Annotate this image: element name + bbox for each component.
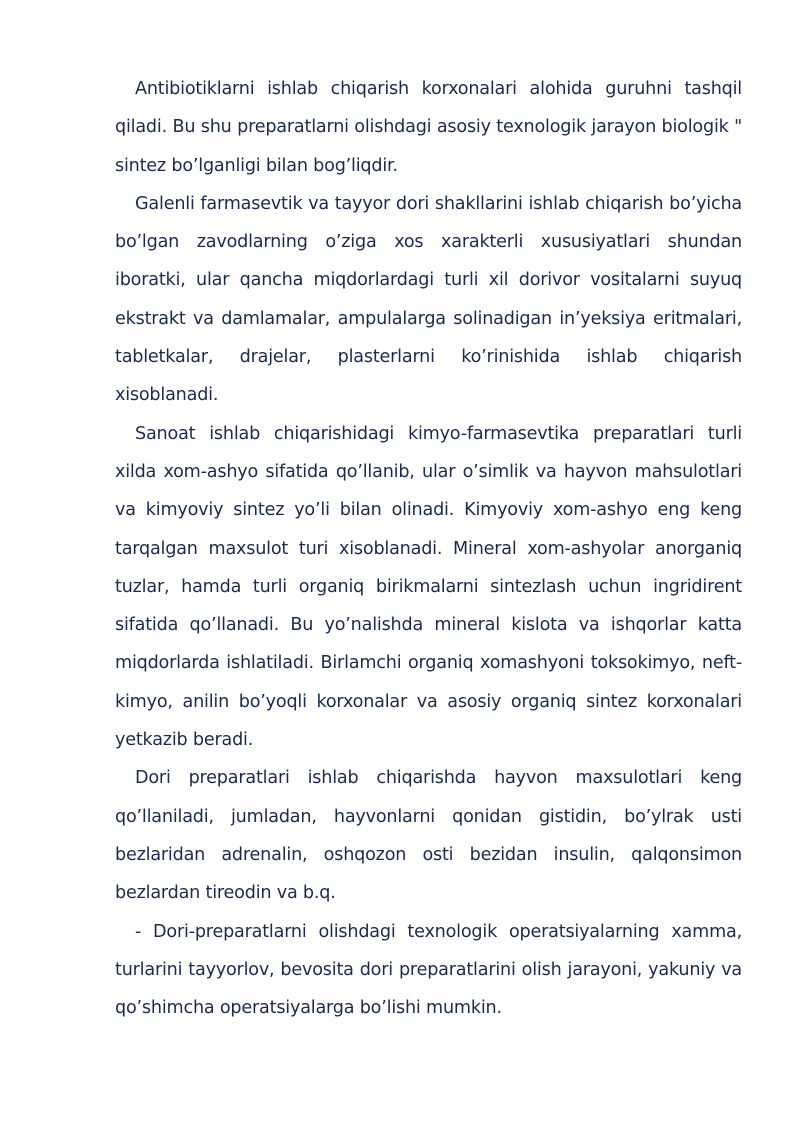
paragraph-animal-products: Dori preparatlari ishlab chiqarishda hayvon maxsulotlari keng qo’llaniladi, jumladan, hayvonlarni qonidan gistidin, bo’ylrak usti bezlaridan adrenalin, oshqozon osti bezidan insulin, qalqonsimon bezlardan tireodin va b.q. (115, 768, 742, 904)
paragraph-technological-operations: - Dori-preparatlarni olishdagi texnologik operatsiyalarning xamma, turlarini tayyorlov, bevosita dori preparatlarini olish jarayoni, yakuniy va qo’shimcha operatsiyalarga bo’lishi mumkin. (115, 921, 742, 1019)
document-body (115, 70, 742, 1027)
paragraph-galenic-plants: Galenli farmasevtik va tayyor dori shakllarini ishlab chiqarish bo’yicha bo’lgan zavodlarning o’ziga xos xarakterli xususiyatlari shundan iboratki, ular qancha miqdorlardagi turli xil dorivor vositalarni suyuq ekstrakt va damlamalar, ampulalarga solinadigan in’yeksiya eritmalari, tabletkalar, drajelar, plasterlarni ko’rinishida ishlab chiqarish xisoblanadi. (115, 193, 742, 406)
paragraph-antibiotics: Antibiotiklarni ishlab chiqarish korxonalari alohida guruhni tashqil qiladi. Bu shu preparatlarni olishdagi asosiy texnologik jarayon biologik " sintez bo’lganligi bilan bog’liqdir. (115, 79, 742, 176)
paragraph-chemical-raw-materials: Sanoat ishlab chiqarishidagi kimyo-farmasevtika preparatlari turli xilda xom-ashyo sifatida qo’llanib, ular o’simlik va hayvon mahsulotlari va kimyoviy sintez yo’li bilan olinadi. Kimyoviy xom-ashyo eng keng tarqalgan maxsulot turi xisoblanadi. Mineral xom-ashyolar anorganiq tuzlar, hamda turli organiq birikmalarni sintezlash uchun ingridirent sifatida qo’llanadi. Bu yo’nalishda mineral kislota va ishqorlar katta miqdorlarda ishlatiladi. Birlamchi organiq xomashyoni toksokimyo, neft-kimyo, anilin bo’yoqli korxonalar va asosiy organiq sintez korxonalari yetkazib beradi. (115, 423, 742, 751)
